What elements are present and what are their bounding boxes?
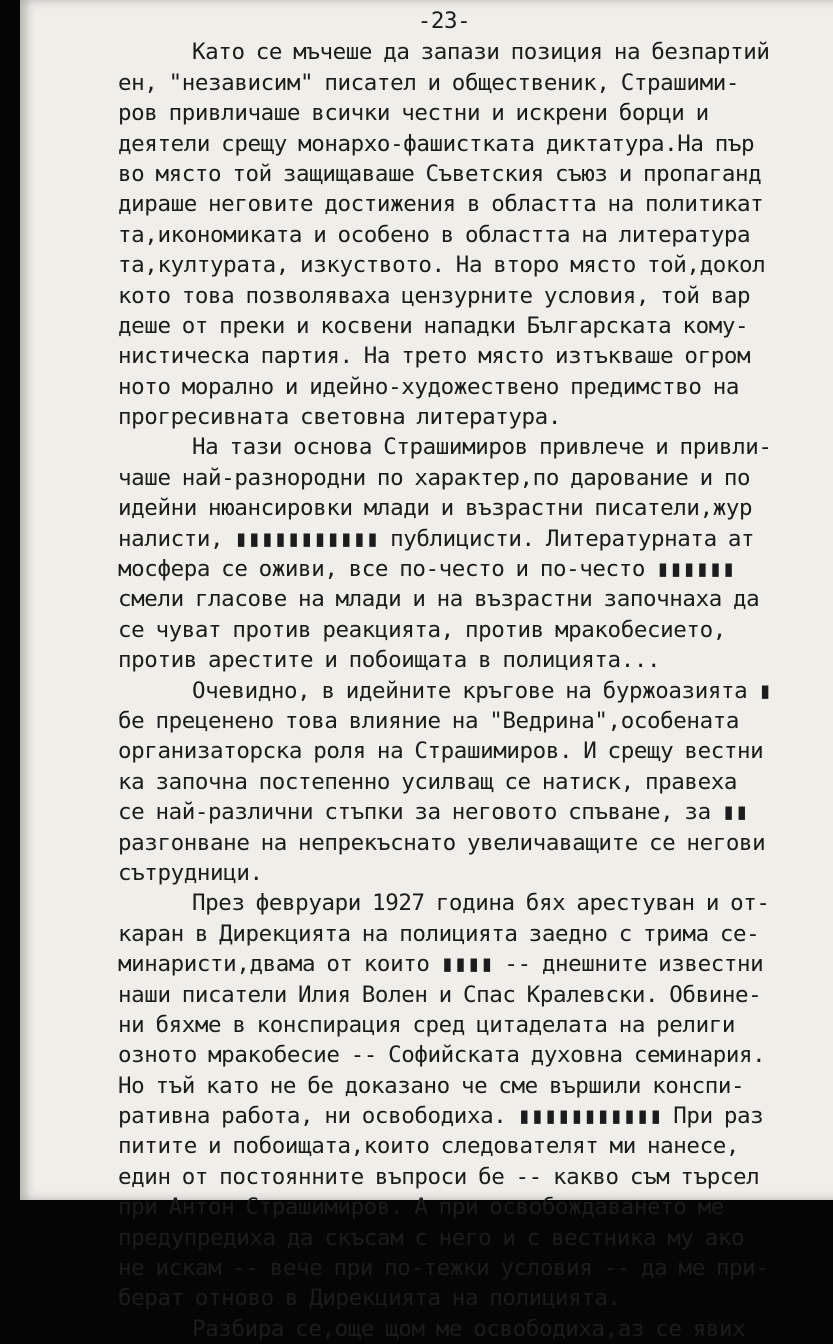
typewritten-page [20,0,833,1342]
text-line: наши писатели Илия Волен и Спас Кралевски. Обвине- [118,981,762,1008]
text-line: смели гласове на млади и на възрастни започнаха да [118,586,760,613]
text-line: ка започна постепенно усилващ се натиск, правеха [118,768,738,795]
text-line: во място той защищаваше Съветския съюз и пропаганд [118,160,762,187]
text-line: прогресивната световна литература. [118,404,561,431]
text-line: се чуват против реакцията, против мракобесието, [118,616,726,643]
text-line: предупредиха да скъсам с него и с вестника му ако [118,1224,745,1251]
text-line: кото това позволяваха цензурните условия, той вар [118,282,751,309]
text-line: деше от преки и косвени нападки Българската кому- [118,312,749,339]
text-line: деятели срещу монархо-фашистката диктатура.На пър [118,130,755,157]
text-line: На тази основа Страшимиров привлече и привли- [192,434,772,461]
text-line: та,икономиката и особено в областта на литература [118,221,751,248]
text-line: идейни нюансировки млади и възрастни писатели,жур [118,495,753,522]
text-line: Но тъй като не бе доказано че сме вършили конспи- [118,1072,745,1099]
text-line: против арестите и побоищата в полицията... [118,647,661,674]
text-line: питите и побоищата,които следователят ми нанесе, [118,1133,740,1160]
text-line: се най-различни стъпки за неговото спъване, за ▮▮ [118,799,749,826]
page-number: -23- [417,8,471,34]
text-line: ров привличаше всички честни и искрени борци и [118,100,709,127]
text-line: не искам -- вече при по-тежки условия -- да ме при- [118,1255,769,1282]
text-line: един от постоянните въпроси бе -- какво съм търсел [118,1163,760,1190]
text-line: каран в Дирекцията на полицията заедно с трима се- [118,920,760,947]
text-line: ното морално и идейно-художествено предимство на [118,373,740,400]
text-line: ен, "независим" писател и общественик, Страшими- [118,69,740,96]
text-line: озното мракобесие -- Софийската духовна семинария. [118,1042,766,1069]
text-line: минаристи,двама от които ▮▮▮▮ -- днешните известни [118,951,764,978]
text-line: берат отново в Дирекцията на полицията. [118,1285,621,1312]
text-line: мосфера се оживи, все по-често и по-често ▮▮▮▮▮▮ [118,556,736,583]
page-body [118,6,830,1344]
text-line: сътрудници. [118,859,263,886]
text-line: ни бяхме в конспирация сред цитаделата на религи [118,1011,736,1038]
text-line: налисти, ▮▮▮▮▮▮▮▮▮▮▮ публицисти. Литературната ат [118,525,755,552]
text-line: чаше най-разнородни по характер,по дарование и по [118,464,751,491]
text-line: организаторска роля на Страшимиров. И срещу вестни [118,738,764,765]
text-line: дираше неговите достижения в областта на политикат [118,191,764,218]
text-line: та,културата, изкуството. На второ място той,докол [118,252,766,279]
text-line: бе преценено това влияние на "Ведрина",особената [118,708,740,734]
text-line: Очевидно, в идейните кръгове на буржоазията ▮ [192,677,772,704]
text-line: разгонване на непрекъснато увеличаващите се негови [118,829,766,856]
text-line: при Антон Страшимиров. А при освобождаването ме [118,1194,724,1221]
text-line: нистическа партия. На трето място изтъкваше огром [118,343,751,370]
text-line: Като се мъчеше да запази позиция на безпартий [192,39,770,66]
text-line: През февруари 1927 година бях арестуван и от- [192,890,770,917]
text-line: Разбира се,още щом ме освободиха,аз се явих [192,1315,746,1342]
text-line: ративна работа, ни освободиха. ▮▮▮▮▮▮▮▮▮▮▮ При раз [118,1103,764,1130]
